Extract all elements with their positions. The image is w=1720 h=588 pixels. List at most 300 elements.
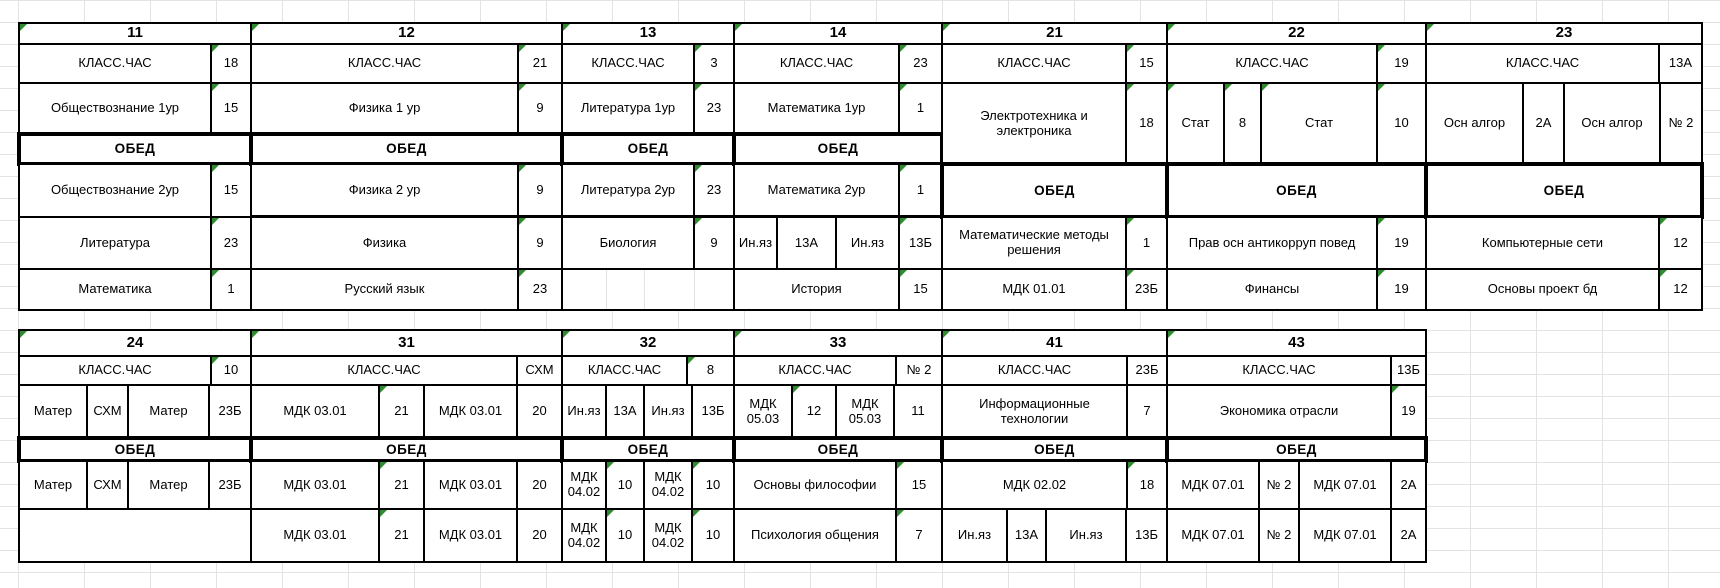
class-header-cell[interactable] <box>1168 331 1425 355</box>
subject-cell[interactable] <box>1168 218 1378 268</box>
cell-text: 11 <box>127 24 143 42</box>
cell-text: 13Б <box>1397 362 1420 378</box>
error-indicator-icon <box>1168 84 1175 91</box>
room-cell[interactable] <box>519 270 561 309</box>
class-header-cell[interactable] <box>20 24 250 43</box>
class-header-cell[interactable] <box>20 331 250 355</box>
error-indicator-icon <box>900 84 907 91</box>
subject-cell[interactable] <box>1168 510 1260 561</box>
lunch-row <box>940 162 1169 219</box>
cell-text: 1 <box>227 281 235 297</box>
cell-text: КЛАСС.ЧАС <box>587 362 662 378</box>
lunch-row <box>1165 162 1428 219</box>
room-cell[interactable] <box>1378 270 1425 309</box>
room-cell[interactable] <box>380 386 425 437</box>
schedule-row <box>250 216 563 270</box>
class-header-cell[interactable] <box>252 24 561 43</box>
subject-cell[interactable] <box>645 462 693 508</box>
subject-cell[interactable] <box>20 386 88 437</box>
cell-text: Физика <box>362 234 407 250</box>
error-indicator-icon <box>943 24 950 31</box>
schedule-row <box>733 163 943 219</box>
subject-cell[interactable] <box>1168 270 1378 309</box>
class-header-cell[interactable] <box>943 24 1166 43</box>
room-cell[interactable] <box>607 510 645 561</box>
cell-text: 9 <box>536 100 544 116</box>
cell-text: КЛАСС.ЧАС <box>347 362 421 378</box>
cell-text: КЛАСС.ЧАС <box>1505 55 1580 71</box>
room-cell[interactable] <box>695 218 733 268</box>
subject-cell[interactable] <box>735 357 897 384</box>
cell-text: 23Б <box>1135 362 1159 378</box>
cell-text: 1 <box>1142 234 1151 250</box>
subject-cell[interactable] <box>252 510 380 561</box>
room-cell[interactable] <box>519 45 561 82</box>
cell-text: КЛАСС.ЧАС <box>78 362 152 378</box>
cell-text: 23Б <box>218 476 242 492</box>
subject-cell[interactable] <box>425 510 518 561</box>
subject-cell[interactable] <box>735 510 897 561</box>
cell-text: 21 <box>532 55 548 71</box>
error-indicator-icon <box>695 165 702 172</box>
cell-text: ОБЕД <box>627 141 669 157</box>
lunch-cell[interactable] <box>21 440 249 459</box>
subject-cell[interactable] <box>1427 270 1660 309</box>
schedule-row <box>941 384 1168 439</box>
room-cell[interactable] <box>1378 218 1425 268</box>
room-cell[interactable] <box>897 357 941 384</box>
subject-cell[interactable] <box>20 462 88 508</box>
cell-text: ОБЕД <box>1034 441 1075 457</box>
cell-text: 9 <box>536 234 544 250</box>
empty-cell[interactable] <box>563 270 607 309</box>
subject-cell[interactable] <box>1262 84 1378 163</box>
error-indicator-icon <box>695 45 702 52</box>
class-header-cell[interactable] <box>735 331 941 355</box>
subject-cell[interactable] <box>1427 84 1524 163</box>
class-header-row <box>733 22 943 45</box>
room-cell[interactable] <box>380 462 425 508</box>
cell-text: КЛАСС.ЧАС <box>1235 55 1309 71</box>
class-header-row <box>1166 22 1427 45</box>
room-cell[interactable] <box>88 386 129 437</box>
schedule-row <box>561 43 735 84</box>
subject-cell[interactable] <box>563 462 607 508</box>
cell-text: 18 <box>1139 476 1155 492</box>
cell-text: ОБЕД <box>386 141 427 157</box>
class-header-row <box>941 329 1168 357</box>
room-cell[interactable] <box>1660 45 1701 82</box>
schedule-row <box>1166 82 1427 165</box>
room-cell[interactable] <box>1392 462 1425 508</box>
room-cell[interactable] <box>519 165 561 215</box>
subject-cell[interactable] <box>252 165 519 215</box>
subject-cell[interactable] <box>735 45 900 82</box>
cell-text: 2А <box>1400 527 1417 543</box>
class-header-cell[interactable] <box>1427 24 1701 43</box>
cell-text: МДК 07.01 <box>1181 476 1245 492</box>
cell-text: Биология <box>599 234 657 250</box>
room-cell[interactable] <box>380 510 425 561</box>
subject-cell[interactable] <box>943 45 1127 82</box>
cell-text: СХМ <box>93 403 122 419</box>
room-cell[interactable] <box>212 218 250 268</box>
cell-text: Матер <box>33 403 73 419</box>
error-indicator-icon <box>212 165 219 172</box>
room-cell[interactable] <box>1378 45 1425 82</box>
subject-cell[interactable] <box>20 84 212 133</box>
cell-text: 19 <box>1394 55 1409 71</box>
cell-text: 10 <box>1394 115 1409 131</box>
cell-text: 23 <box>706 181 722 197</box>
room-cell[interactable] <box>1127 45 1166 82</box>
cell-text: МДК 04.02 <box>651 469 685 499</box>
schedule-row <box>18 384 252 439</box>
room-cell[interactable] <box>519 218 561 268</box>
room-cell[interactable] <box>518 386 561 437</box>
subject-cell[interactable] <box>735 218 778 268</box>
cell-text: 13А <box>1014 527 1039 543</box>
room-cell[interactable] <box>88 462 129 508</box>
cell-text: МДК 03.01 <box>283 527 347 543</box>
empty-cell[interactable] <box>645 270 695 309</box>
subject-cell[interactable] <box>20 45 212 82</box>
room-cell[interactable] <box>212 270 250 309</box>
subject-cell[interactable] <box>252 462 380 508</box>
subject-cell[interactable] <box>943 357 1128 384</box>
room-cell[interactable] <box>518 462 561 508</box>
cell-text: 15 <box>911 476 927 492</box>
room-cell[interactable] <box>1392 386 1425 437</box>
error-indicator-icon <box>212 218 219 225</box>
error-indicator-icon <box>1378 84 1385 91</box>
subject-cell[interactable] <box>837 218 900 268</box>
error-indicator-icon <box>20 24 27 31</box>
subject-cell[interactable] <box>943 510 1008 561</box>
class-header-row <box>733 329 943 357</box>
room-cell[interactable] <box>1524 84 1565 163</box>
schedule-row <box>1425 216 1703 270</box>
cell-text: Компьютерные сети <box>1481 234 1604 250</box>
schedule-row <box>733 355 943 386</box>
cell-text: Обществознание 2ур <box>50 182 180 198</box>
room-cell[interactable] <box>1660 270 1701 309</box>
subject-cell[interactable] <box>1427 45 1660 82</box>
cell-text: МДК 07.01 <box>1181 527 1245 543</box>
room-cell[interactable] <box>897 510 941 561</box>
room-cell[interactable] <box>695 165 733 215</box>
room-cell[interactable] <box>1660 218 1701 268</box>
class-header-cell[interactable] <box>563 24 733 43</box>
room-cell[interactable] <box>693 510 733 561</box>
room-cell[interactable] <box>778 218 837 268</box>
cell-text: Русский язык <box>344 281 425 297</box>
cell-text: КЛАСС.ЧАС <box>997 55 1071 71</box>
cell-text: Психология общения <box>751 527 879 543</box>
error-indicator-icon <box>380 462 387 469</box>
lunch-row <box>560 132 736 166</box>
room-cell[interactable] <box>695 84 733 133</box>
lunch-cell[interactable] <box>1428 166 1700 215</box>
subject-cell[interactable] <box>20 270 212 309</box>
cell-text: № 2 <box>1266 527 1292 543</box>
subject-cell[interactable] <box>1565 84 1661 163</box>
empty-cell[interactable] <box>695 270 733 309</box>
subject-cell[interactable] <box>1168 386 1392 437</box>
cell-text: 12 <box>806 403 822 419</box>
room-cell[interactable] <box>900 218 941 268</box>
lunch-row <box>940 436 1169 463</box>
cell-text: ОБЕД <box>1276 182 1317 198</box>
error-indicator-icon <box>693 510 700 517</box>
error-indicator-icon <box>1378 218 1385 225</box>
room-cell[interactable] <box>1127 84 1166 163</box>
lunch-cell[interactable] <box>944 166 1165 215</box>
schedule-row <box>561 82 735 135</box>
cell-text: ОБЕД <box>817 141 859 157</box>
schedule-row <box>941 268 1168 311</box>
subject-cell[interactable] <box>645 510 693 561</box>
subject-cell[interactable] <box>425 462 518 508</box>
cell-text: МДК 03.01 <box>438 403 503 419</box>
subject-cell[interactable] <box>252 84 519 133</box>
cell-text: Матер <box>149 476 188 492</box>
cell-text: 10 <box>617 476 633 492</box>
error-indicator-icon <box>607 462 614 469</box>
subject-cell[interactable] <box>129 462 210 508</box>
room-cell[interactable] <box>607 462 645 508</box>
class-header-row <box>18 329 252 357</box>
subject-cell[interactable] <box>1300 462 1392 508</box>
cell-text: МДК 05.03 <box>746 395 780 426</box>
cell-text: Стат <box>1304 115 1334 131</box>
cell-text: КЛАСС.ЧАС <box>779 55 854 71</box>
cell-text: Основы проект бд <box>1487 281 1598 297</box>
subject-cell[interactable] <box>1047 510 1127 561</box>
subject-cell[interactable] <box>252 357 518 384</box>
subject-cell[interactable] <box>1168 357 1392 384</box>
subject-cell[interactable] <box>252 386 380 437</box>
subject-cell[interactable] <box>943 84 1127 163</box>
lunch-cell[interactable] <box>21 136 249 162</box>
cell-text: Основы философии <box>753 476 877 492</box>
room-cell[interactable] <box>693 386 733 437</box>
error-indicator-icon <box>212 357 219 364</box>
schedule-row <box>941 508 1168 563</box>
subject-cell[interactable] <box>252 270 519 309</box>
error-indicator-icon <box>1427 24 1434 31</box>
error-indicator-icon <box>735 331 742 338</box>
class-header-cell[interactable] <box>563 331 733 355</box>
subject-cell[interactable] <box>1427 218 1660 268</box>
room-cell[interactable] <box>1127 218 1166 268</box>
lunch-cell[interactable] <box>564 136 732 162</box>
room-cell[interactable] <box>212 84 250 133</box>
schedule-row <box>1166 43 1427 84</box>
subject-cell[interactable] <box>735 165 900 215</box>
room-cell[interactable] <box>210 386 250 437</box>
error-indicator-icon <box>519 84 526 91</box>
cell-text: Литература 2ур <box>580 181 676 197</box>
subject-cell[interactable] <box>563 357 688 384</box>
cell-text: 10 <box>705 476 721 492</box>
room-cell[interactable] <box>1260 510 1300 561</box>
cell-text: 7 <box>1143 403 1151 419</box>
cell-text: МДК 07.01 <box>1313 476 1377 492</box>
cell-text: Ин.яз <box>850 234 885 250</box>
subject-cell[interactable] <box>735 270 900 309</box>
error-indicator-icon <box>1660 218 1667 225</box>
room-cell[interactable] <box>518 510 561 561</box>
subject-cell[interactable] <box>943 386 1128 437</box>
schedule-row <box>941 216 1168 270</box>
subject-cell[interactable] <box>20 165 212 216</box>
cell-text: КЛАСС.ЧАС <box>78 55 152 71</box>
subject-cell[interactable] <box>943 218 1127 268</box>
schedule-row <box>733 508 943 563</box>
subject-cell[interactable] <box>735 386 793 437</box>
room-cell[interactable] <box>900 270 941 309</box>
empty-cell[interactable] <box>20 510 250 561</box>
room-cell[interactable] <box>1392 510 1425 561</box>
cell-text: 18 <box>223 55 239 71</box>
cell-text: ОБЕД <box>114 141 156 157</box>
error-indicator-icon <box>1262 84 1269 91</box>
room-cell[interactable] <box>895 386 941 437</box>
room-cell[interactable] <box>1127 270 1166 309</box>
room-cell[interactable] <box>212 357 250 384</box>
subject-cell[interactable] <box>20 218 212 268</box>
cell-text: 21 <box>394 403 409 419</box>
error-indicator-icon <box>1128 462 1135 469</box>
room-cell[interactable] <box>1128 357 1166 384</box>
cell-text: Матер <box>149 403 188 419</box>
room-cell[interactable] <box>212 45 250 82</box>
subject-cell[interactable] <box>735 84 900 133</box>
lunch-cell[interactable] <box>1169 440 1424 459</box>
subject-cell[interactable] <box>1300 510 1392 561</box>
room-cell[interactable] <box>900 45 941 82</box>
subject-cell[interactable] <box>129 386 210 437</box>
subject-cell[interactable] <box>735 462 897 508</box>
room-cell[interactable] <box>900 84 941 133</box>
subject-cell[interactable] <box>943 462 1128 508</box>
class-header-cell[interactable] <box>252 331 561 355</box>
subject-cell[interactable] <box>563 165 695 215</box>
lunch-cell[interactable] <box>564 440 732 459</box>
subject-cell[interactable] <box>252 218 519 268</box>
cell-text: МДК 01.01 <box>1002 281 1066 297</box>
room-cell[interactable] <box>897 462 941 508</box>
subject-cell[interactable] <box>1168 462 1260 508</box>
subject-cell[interactable] <box>563 386 607 437</box>
room-cell[interactable] <box>688 357 733 384</box>
cell-text: КЛАСС.ЧАС <box>591 55 665 71</box>
schedule-row <box>18 216 252 270</box>
room-cell[interactable] <box>1128 462 1166 508</box>
subject-cell[interactable] <box>20 357 212 384</box>
room-cell[interactable] <box>1128 386 1166 437</box>
subject-cell[interactable] <box>563 45 695 82</box>
cell-text: Матер <box>33 476 73 492</box>
lunch-cell[interactable] <box>253 440 560 459</box>
cell-text: 19 <box>1394 281 1409 297</box>
subject-cell[interactable] <box>563 84 695 133</box>
subject-cell[interactable] <box>563 510 607 561</box>
room-cell[interactable] <box>1225 84 1262 163</box>
room-cell[interactable] <box>1378 84 1425 163</box>
schedule-row <box>941 82 1168 165</box>
cell-text: Прав осн антикорруп повед <box>1188 234 1356 250</box>
room-cell[interactable] <box>1008 510 1047 561</box>
cell-text: 8 <box>706 362 715 378</box>
class-header-cell[interactable] <box>1168 24 1425 43</box>
subject-cell[interactable] <box>563 218 695 268</box>
subject-cell[interactable] <box>1168 45 1378 82</box>
schedule-row <box>1166 216 1427 270</box>
schedule-row <box>250 355 563 386</box>
room-cell[interactable] <box>1661 84 1701 163</box>
subject-cell[interactable] <box>1168 84 1225 163</box>
cell-text: 3 <box>710 55 718 71</box>
cell-text: МДК 03.01 <box>438 527 503 543</box>
room-cell[interactable] <box>210 462 250 508</box>
cell-text: ОБЕД <box>114 441 156 457</box>
lunch-row <box>560 436 736 463</box>
lunch-cell[interactable] <box>944 440 1165 459</box>
cell-text: 22 <box>1288 24 1305 42</box>
cell-text: 13 <box>639 24 657 42</box>
error-indicator-icon <box>252 331 259 338</box>
subject-cell[interactable] <box>252 45 519 82</box>
room-cell[interactable] <box>1260 462 1300 508</box>
error-indicator-icon <box>212 270 219 277</box>
subject-cell[interactable] <box>425 386 518 437</box>
subject-cell[interactable] <box>837 386 895 437</box>
room-cell[interactable] <box>212 165 250 216</box>
room-cell[interactable] <box>519 84 561 133</box>
room-cell[interactable] <box>793 386 837 437</box>
room-cell[interactable] <box>693 462 733 508</box>
cell-text: Физика 1 ур <box>348 100 421 116</box>
subject-cell[interactable] <box>645 386 693 437</box>
subject-cell[interactable] <box>943 270 1127 309</box>
room-cell[interactable] <box>1392 357 1425 384</box>
room-cell[interactable] <box>1127 510 1166 561</box>
cell-text: 15 <box>223 100 239 116</box>
schedule-row <box>561 384 735 439</box>
room-cell[interactable] <box>900 165 941 215</box>
room-cell[interactable] <box>695 45 733 82</box>
error-indicator-icon <box>897 462 904 469</box>
cell-text: Ин.яз <box>1069 527 1103 543</box>
lunch-cell[interactable] <box>1169 166 1424 215</box>
cell-text: 23 <box>532 281 548 297</box>
lunch-row <box>17 132 253 166</box>
error-indicator-icon <box>900 165 907 172</box>
error-indicator-icon <box>252 24 259 31</box>
cell-text: 12 <box>1673 281 1688 297</box>
cell-text: 23 <box>706 100 722 116</box>
empty-cell[interactable] <box>607 270 645 309</box>
class-header-cell[interactable] <box>735 24 941 43</box>
lunch-cell[interactable] <box>736 136 940 162</box>
room-cell[interactable] <box>518 357 561 384</box>
lunch-cell[interactable] <box>736 440 940 459</box>
room-cell[interactable] <box>607 386 645 437</box>
lunch-cell[interactable] <box>253 136 560 162</box>
class-header-cell[interactable] <box>943 331 1166 355</box>
